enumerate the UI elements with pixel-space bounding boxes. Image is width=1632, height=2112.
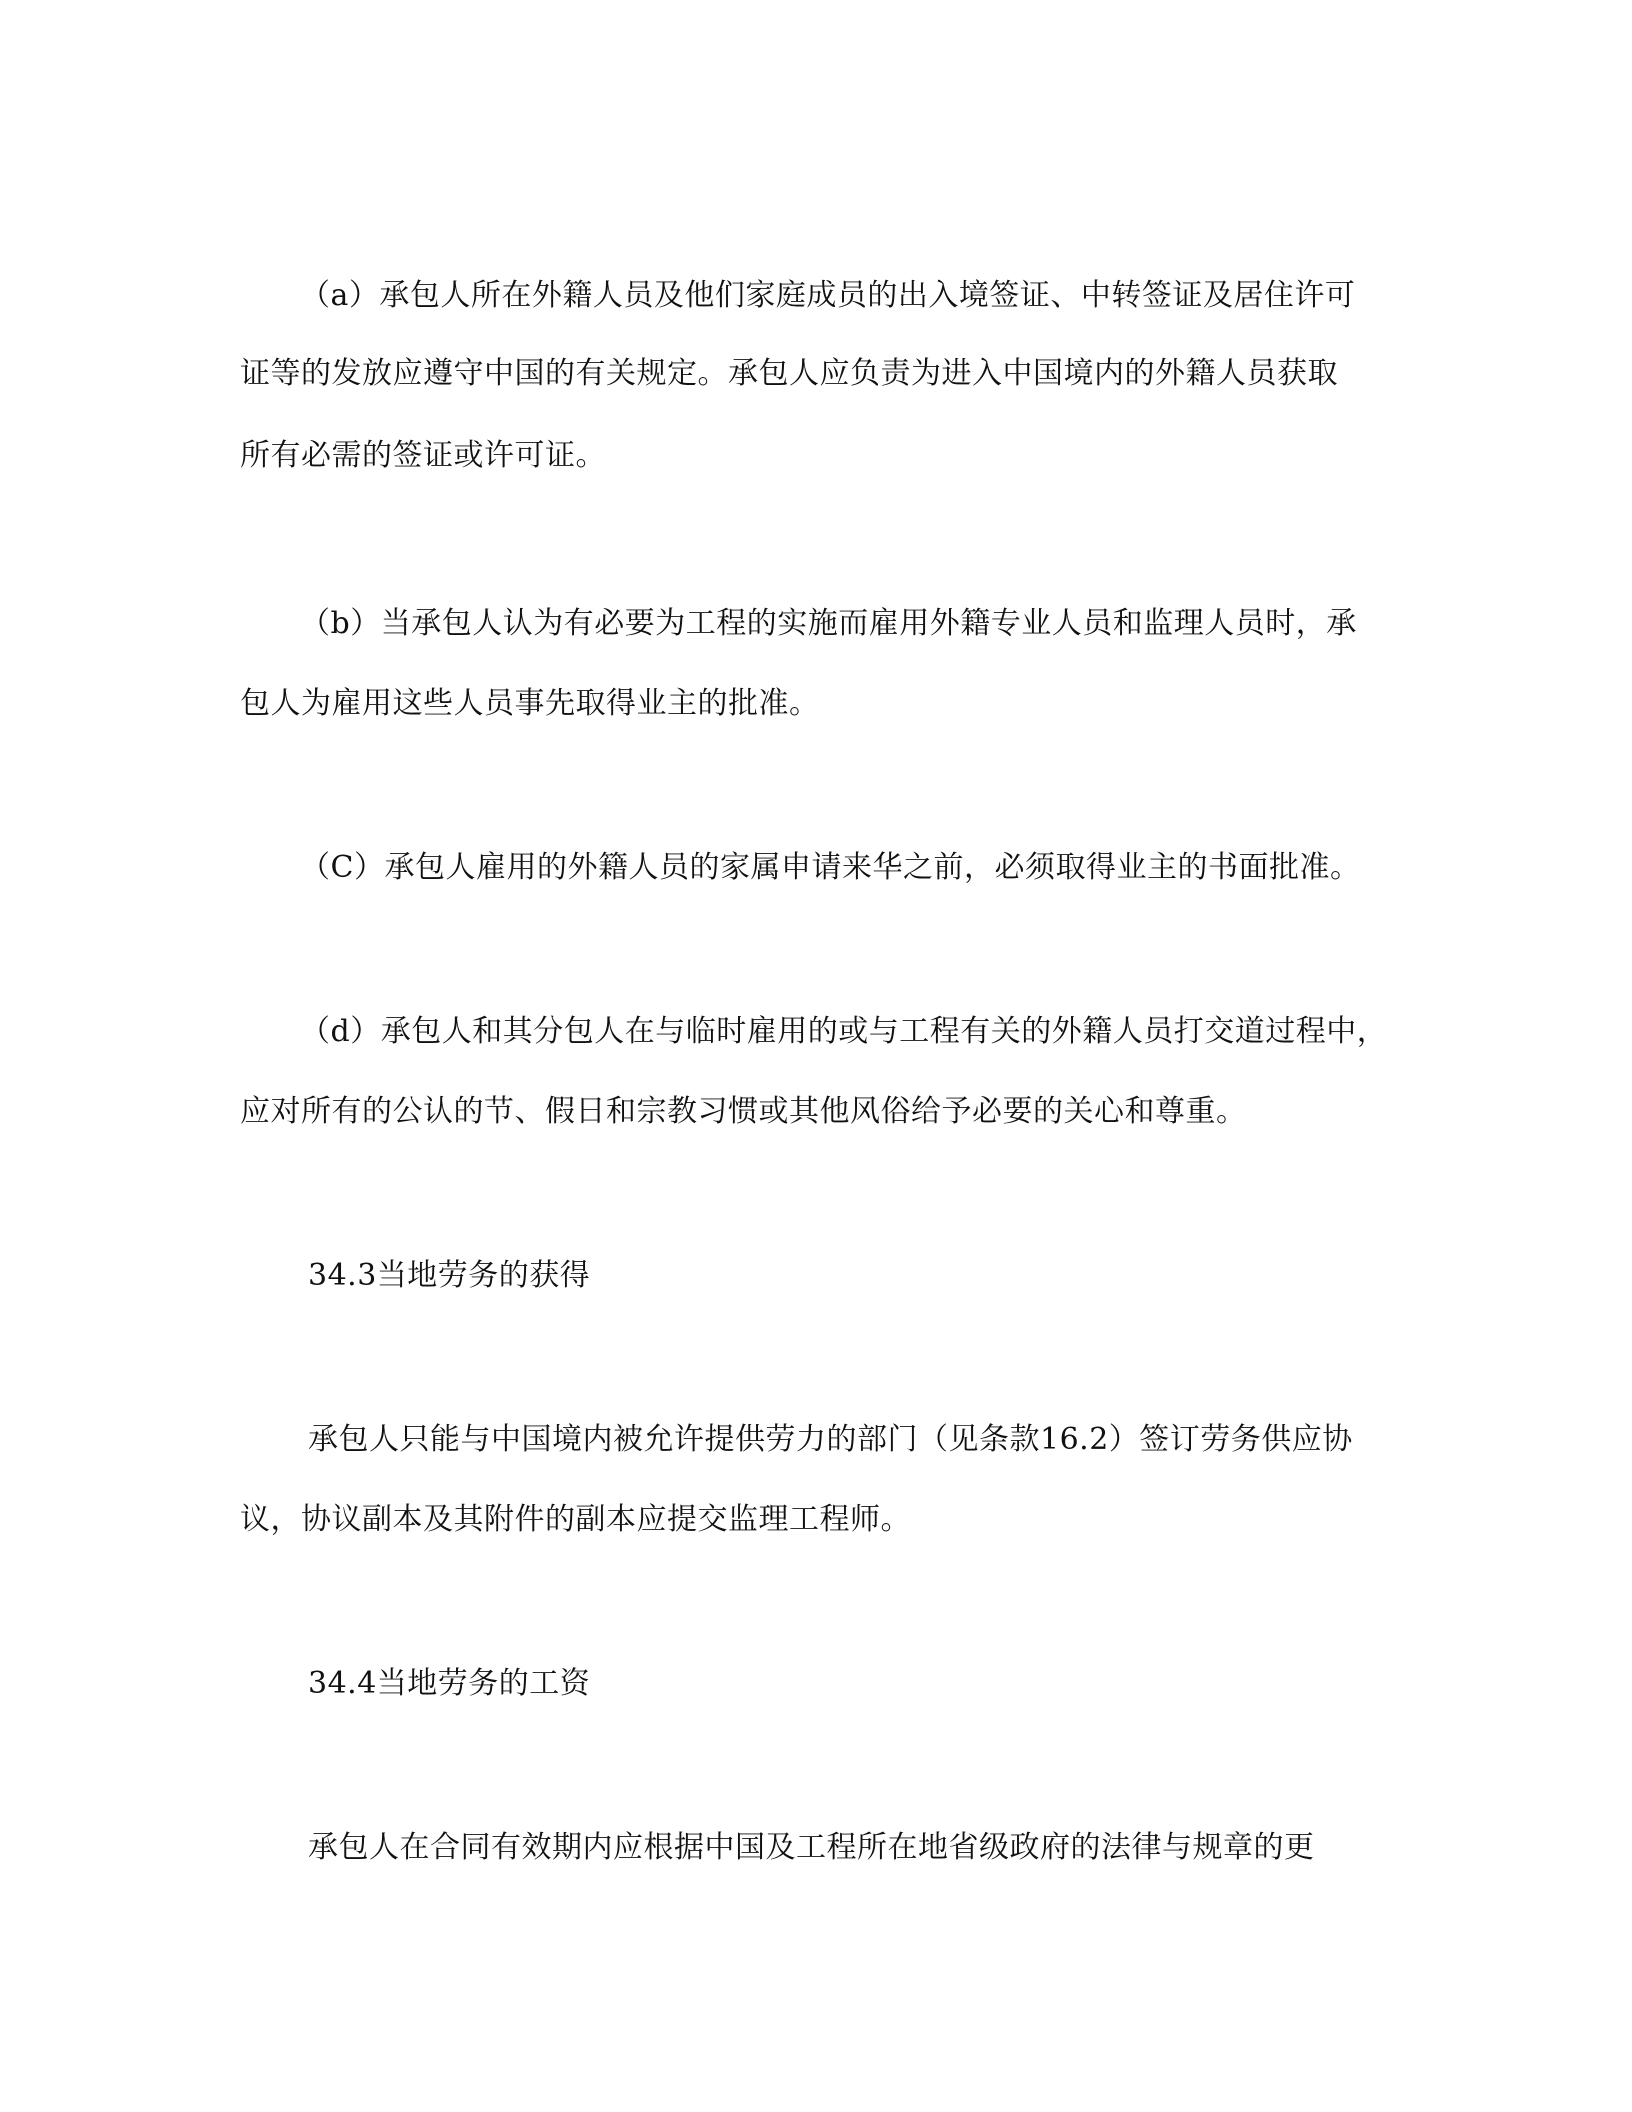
- paragraph-a-line-2: 证等的发放应遵守中国的有关规定。承包人应负责为进入中国境内的外籍人员获取: [240, 356, 1338, 391]
- section-heading-34-3: 34.3当地劳务的获得: [308, 1258, 591, 1293]
- paragraph-34-3-line-1: 承包人只能与中国境内被允许提供劳力的部门（见条款16.2）签订劳务供应协: [308, 1422, 1353, 1457]
- paragraph-a-line-1: （a）承包人所在外籍人员及他们家庭成员的出入境签证、中转签证及居住许可: [300, 278, 1356, 313]
- paragraph-d-line-2: 应对所有的公认的节、假日和宗教习惯或其他风俗给予必要的关心和尊重。: [240, 1094, 1247, 1129]
- paragraph-b-line-2: 包人为雇用这些人员事先取得业主的批准。: [240, 686, 820, 721]
- section-heading-34-4: 34.4当地劳务的工资: [308, 1666, 591, 1701]
- paragraph-34-4-line-1: 承包人在合同有效期内应根据中国及工程所在地省级政府的法律与规章的更: [308, 1830, 1315, 1865]
- paragraph-a-line-3: 所有必需的签证或许可证。: [240, 438, 606, 473]
- paragraph-c-line-1: （C）承包人雇用的外籍人员的家属申请来华之前，必须取得业主的书面批准。: [300, 850, 1361, 885]
- paragraph-34-3-line-2: 议，协议副本及其附件的副本应提交监理工程师。: [240, 1502, 911, 1537]
- paragraph-b-line-1: （b）当承包人认为有必要为工程的实施而雇用外籍专业人员和监理人员时，承: [300, 606, 1357, 641]
- paragraph-d-line-1: （d）承包人和其分包人在与临时雇用的或与工程有关的外籍人员打交道过程中，: [300, 1014, 1388, 1049]
